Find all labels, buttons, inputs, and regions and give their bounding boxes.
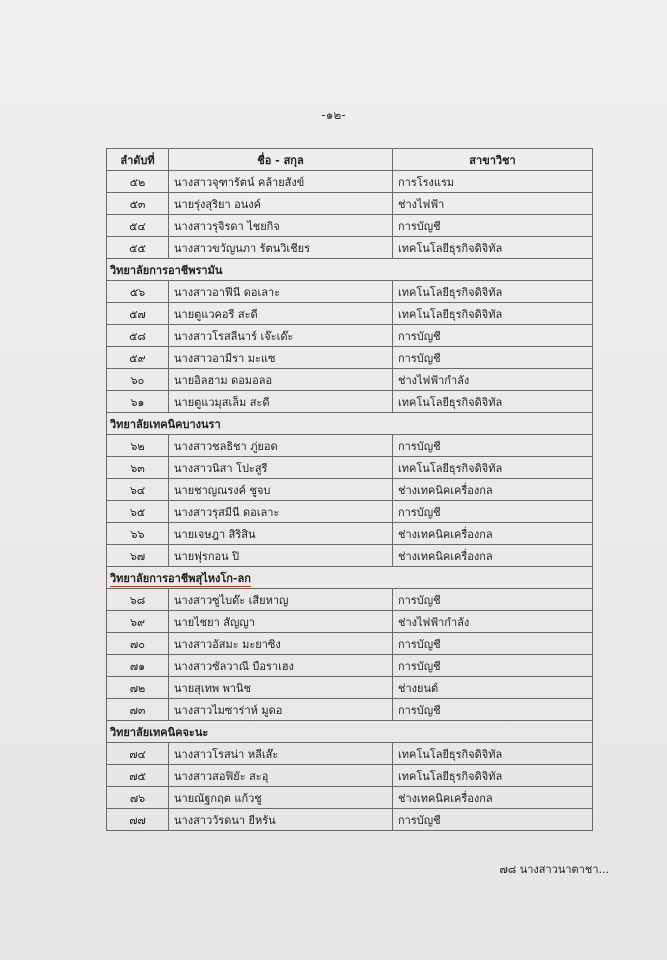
table-row: [107, 611, 593, 633]
header-order: ลำดับที่: [107, 149, 169, 171]
table-row: [107, 677, 593, 699]
section-row: [107, 259, 593, 281]
table-row: [107, 787, 593, 809]
name-cell: นายอิลฮาม ดอมอลอ: [169, 369, 393, 391]
name-cell: นายชาญณรงค์ ชูจบ: [169, 479, 393, 501]
table-row: [107, 809, 593, 831]
name-cell: นายฟุรกอน ปิ: [169, 545, 393, 567]
major-cell: ช่างยนต์: [393, 677, 593, 699]
major-cell: เทคโนโลยีธุรกิจดิจิทัล: [393, 303, 593, 325]
name-cell: นางสาวซูไบด๊ะ เสียหาญ: [169, 589, 393, 611]
order-cell: ๗๖: [107, 787, 169, 809]
name-cell: นายสุเทพ พานิช: [169, 677, 393, 699]
table-row: [107, 193, 593, 215]
table-row: [107, 545, 593, 567]
major-cell: การบัญชี: [393, 589, 593, 611]
table-body: [107, 171, 593, 831]
table-row: [107, 501, 593, 523]
table-row: [107, 523, 593, 545]
order-cell: ๕๓: [107, 193, 169, 215]
section-title: [107, 259, 593, 281]
section-title-text: วิทยาลัยเทคนิคจะนะ: [110, 725, 209, 739]
order-cell: ๕๒: [107, 171, 169, 193]
section-row: [107, 721, 593, 743]
major-cell: การบัญชี: [393, 501, 593, 523]
table-row: [107, 391, 593, 413]
header-major: สาขาวิชา: [393, 149, 593, 171]
order-cell: ๖๙: [107, 611, 169, 633]
order-cell: ๖๕: [107, 501, 169, 523]
section-row: [107, 413, 593, 435]
header-name: ชื่อ - สกุล: [169, 149, 393, 171]
order-cell: ๖๗: [107, 545, 169, 567]
major-cell: ช่างเทคนิคเครื่องกล: [393, 545, 593, 567]
table-row: [107, 369, 593, 391]
section-row: [107, 567, 593, 589]
section-title-text: วิทยาลัยการอาชีพรามัน: [110, 263, 223, 277]
order-cell: ๗๓: [107, 699, 169, 721]
name-cell: นางสาวไมซาร่าห์ มูดอ: [169, 699, 393, 721]
name-cell: นางสาวสอฟิยัะ สะอุ: [169, 765, 393, 787]
major-cell: เทคโนโลยีธุรกิจดิจิทัล: [393, 743, 593, 765]
name-cell: นางสาวชลธิชา ภู่ยอด: [169, 435, 393, 457]
table-row: [107, 457, 593, 479]
order-cell: ๕๘: [107, 325, 169, 347]
order-cell: ๗๐: [107, 633, 169, 655]
table-row: [107, 699, 593, 721]
name-cell: นายเจษฎา สิริสิน: [169, 523, 393, 545]
table-row: [107, 325, 593, 347]
major-cell: เทคโนโลยีธุรกิจดิจิทัล: [393, 765, 593, 787]
section-title-text: วิทยาลัยการอาชีพสุไหงโก-ลก: [110, 571, 251, 585]
order-cell: ๗๒: [107, 677, 169, 699]
order-cell: ๖๒: [107, 435, 169, 457]
section-title-text: วิทยาลัยเทคนิคบางนรา: [110, 417, 221, 431]
name-cell: นางสาวโรสน่า หลีเส๊ะ: [169, 743, 393, 765]
name-cell: นายไชยา สัญญา: [169, 611, 393, 633]
table-row: [107, 589, 593, 611]
name-cell: นายณัฐกฤต แก้วชู: [169, 787, 393, 809]
page-number: -๑๒-: [321, 108, 346, 122]
table-row: [107, 743, 593, 765]
name-cell: นางสาวนิสา โปะสูรี: [169, 457, 393, 479]
order-cell: ๕๙: [107, 347, 169, 369]
major-cell: การบัญชี: [393, 633, 593, 655]
major-cell: เทคโนโลยีธุรกิจดิจิทัล: [393, 457, 593, 479]
major-cell: การบัญชี: [393, 699, 593, 721]
major-cell: ช่างไฟฟ้ากำลัง: [393, 611, 593, 633]
name-cell: นางสาวอัสมะ มะยาซิง: [169, 633, 393, 655]
name-cell: นางสาวซัลวาณี บือราเฮง: [169, 655, 393, 677]
name-cell: นางสาวอามีรา มะแซ: [169, 347, 393, 369]
order-cell: ๖๘: [107, 589, 169, 611]
section-title: [107, 721, 593, 743]
section-title: [107, 567, 593, 589]
name-cell: นางสาวรุสมีนี ดอเลาะ: [169, 501, 393, 523]
table-row: [107, 215, 593, 237]
order-cell: ๖๑: [107, 391, 169, 413]
name-cell: นางสาวโรสลีนาร์ เจ๊ะเด๊ะ: [169, 325, 393, 347]
order-cell: ๖๐: [107, 369, 169, 391]
major-cell: การบัญชี: [393, 809, 593, 831]
major-cell: การโรงแรม: [393, 171, 593, 193]
table-row: [107, 479, 593, 501]
major-cell: การบัญชี: [393, 215, 593, 237]
section-title: [107, 413, 593, 435]
major-cell: ช่างเทคนิคเครื่องกล: [393, 523, 593, 545]
table-header-row: [107, 149, 593, 171]
order-cell: ๗๑: [107, 655, 169, 677]
table-row: [107, 281, 593, 303]
table-row: [107, 303, 593, 325]
student-table: [106, 148, 593, 831]
name-cell: นางสาวรุจิรดา ไชยกิจ: [169, 215, 393, 237]
major-cell: การบัญชี: [393, 435, 593, 457]
major-cell: การบัญชี: [393, 655, 593, 677]
order-cell: ๗๕: [107, 765, 169, 787]
table-row: [107, 655, 593, 677]
order-cell: ๖๓: [107, 457, 169, 479]
order-cell: ๖๖: [107, 523, 169, 545]
major-cell: ช่างเทคนิคเครื่องกล: [393, 479, 593, 501]
order-cell: ๗๔: [107, 743, 169, 765]
name-cell: นายตูแวมุสเล็ม สะดี: [169, 391, 393, 413]
continuation-note: ๗๘ นางสาวนาตาชา...: [499, 863, 609, 876]
major-cell: ช่างไฟฟ้า: [393, 193, 593, 215]
order-cell: ๕๔: [107, 215, 169, 237]
table-row: [107, 237, 593, 259]
order-cell: ๖๔: [107, 479, 169, 501]
order-cell: ๕๗: [107, 303, 169, 325]
major-cell: เทคโนโลยีธุรกิจดิจิทัล: [393, 391, 593, 413]
table-row: [107, 171, 593, 193]
major-cell: การบัญชี: [393, 325, 593, 347]
order-cell: ๕๖: [107, 281, 169, 303]
major-cell: การบัญชี: [393, 347, 593, 369]
name-cell: นางสาวขวัญนภา รัตนวิเชียร: [169, 237, 393, 259]
order-cell: ๕๕: [107, 237, 169, 259]
name-cell: นายตูแวคอรี สะดี: [169, 303, 393, 325]
table-row: [107, 765, 593, 787]
name-cell: นายรุ่งสุริยา อนงค์: [169, 193, 393, 215]
major-cell: เทคโนโลยีธุรกิจดิจิทัล: [393, 237, 593, 259]
table-row: [107, 633, 593, 655]
name-cell: นางสาวอาฟีนี ดอเลาะ: [169, 281, 393, 303]
name-cell: นางสาววัรดนา ยีหรัน: [169, 809, 393, 831]
order-cell: ๗๗: [107, 809, 169, 831]
table-row: [107, 347, 593, 369]
name-cell: นางสาวจุฑารัตน์ คล้ายสังข์: [169, 171, 393, 193]
table-row: [107, 435, 593, 457]
major-cell: ช่างเทคนิคเครื่องกล: [393, 787, 593, 809]
major-cell: ช่างไฟฟ้ากำลัง: [393, 369, 593, 391]
major-cell: เทคโนโลยีธุรกิจดิจิทัล: [393, 281, 593, 303]
